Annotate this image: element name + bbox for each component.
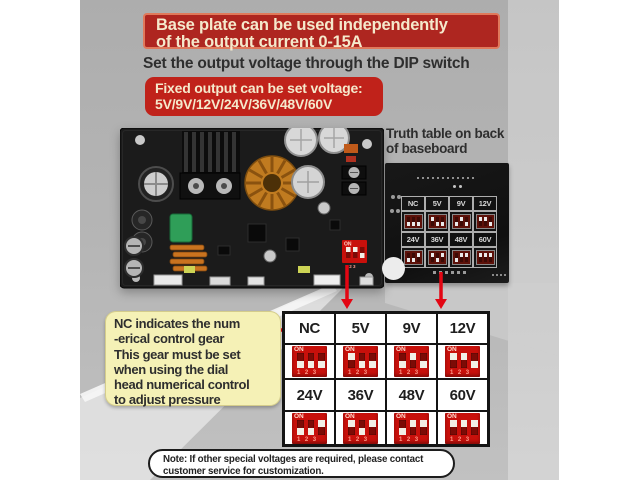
solder-pads-row: [492, 274, 506, 276]
back-dip-setting-NC: [401, 211, 425, 232]
back-dip-setting-60V: [473, 247, 497, 268]
solder-pads-row: [433, 271, 467, 274]
dip-setting-9V: [386, 344, 437, 379]
mini-dip-switch-icon: [453, 215, 470, 228]
voltage-label-60V: 60V: [437, 379, 488, 411]
pcb-front-photo: [120, 128, 384, 291]
mini-dip-switch-icon: [405, 251, 422, 264]
dip-on-label: ON: [345, 412, 355, 420]
dip-setting-5V: [335, 344, 386, 379]
mini-dip-switch-icon: [429, 251, 446, 264]
dip-switch-icon: [394, 346, 429, 377]
via-dot: [459, 185, 462, 188]
back-voltage-label-5V: 5V: [425, 196, 449, 211]
dip-switch-icon: [292, 413, 327, 444]
back-voltage-label-24V: 24V: [401, 232, 425, 247]
dip-pin-numbers: 1 2 3: [399, 370, 419, 376]
nc-note-box: [105, 311, 281, 406]
dip-setting-NC: [284, 344, 335, 379]
svg-text:1 2 3: 1 2 3: [345, 264, 356, 269]
back-dip-setting-12V: [473, 211, 497, 232]
top-banner: [143, 13, 500, 49]
fixed-output-box: [145, 77, 383, 116]
voltage-label-5V: 5V: [335, 313, 386, 344]
mini-dip-switch-icon: [405, 215, 422, 228]
via-dot: [396, 209, 400, 213]
mount-hole: [382, 257, 405, 280]
dip-pin-numbers: 1 2 3: [450, 436, 470, 443]
nc-note-line: NC indicates the num: [114, 316, 240, 331]
voltage-label-NC: NC: [284, 313, 335, 344]
dip-switch-icon: [394, 413, 429, 444]
footer-note: [148, 449, 455, 478]
dip-on-label: ON: [396, 412, 406, 420]
fixed-output-line2: 5V/9V/12V/24V/36V/48V/60V: [155, 95, 333, 112]
dip-pin-numbers: 1 2 3: [348, 370, 368, 376]
svg-text:ON: ON: [344, 241, 352, 248]
voltage-label-48V: 48V: [386, 379, 437, 411]
back-dip-setting-48V: [449, 247, 473, 268]
dip-switch-icon: [292, 346, 327, 377]
dip-pin-numbers: 1 2 3: [450, 370, 470, 376]
truth-table-caption: [386, 126, 504, 156]
dip-setting-60V: [437, 411, 488, 445]
mini-dip-switch-icon: [453, 251, 470, 264]
back-dip-setting-9V: [449, 211, 473, 232]
dip-pin-numbers: 1 2 3: [348, 436, 368, 443]
back-voltage-label-48V: 48V: [449, 232, 473, 247]
voltage-label-24V: 24V: [284, 379, 335, 411]
back-voltage-label-NC: NC: [401, 196, 425, 211]
caption-line1: Truth table on back: [386, 126, 505, 141]
subtitle-text: Set the output voltage through the DIP switch: [143, 55, 470, 72]
fixed-output-line1: Fixed output can be set voltage:: [155, 80, 363, 96]
via-dot: [453, 185, 456, 188]
via-dot: [390, 209, 394, 213]
dip-setting-48V: [386, 411, 437, 445]
mini-dip-switch-icon: [429, 215, 446, 228]
footer-note-line2: customer service for customization.: [163, 465, 324, 477]
dip-on-label: ON: [447, 346, 457, 353]
nc-note-line: to adjust pressure: [114, 392, 221, 408]
dip-switch-icon: [445, 346, 480, 377]
nc-note-line: This gear must be set: [114, 346, 241, 362]
dip-on-label: ON: [345, 346, 355, 353]
dip-pin-numbers: 1 2 3: [297, 436, 317, 443]
dip-setting-12V: [437, 344, 488, 379]
back-voltage-label-36V: 36V: [425, 232, 449, 247]
dip-on-label: ON: [294, 412, 304, 420]
dip-setting-36V: [335, 411, 386, 445]
dip-switch-icon: [343, 413, 378, 444]
nc-note-line: -erical control gear: [114, 331, 225, 347]
dip-on-label: ON: [294, 346, 304, 353]
pcb-back-photo: [385, 163, 509, 283]
voltage-dip-table: [282, 311, 490, 447]
back-voltage-label-12V: 12V: [473, 196, 497, 211]
back-voltage-label-60V: 60V: [473, 232, 497, 247]
dip-on-label: ON: [396, 346, 406, 353]
banner-line1: Base plate can be used independently: [156, 16, 448, 34]
banner-line2: of the output current 0-15A: [156, 32, 363, 51]
dip-switch-icon: [445, 413, 480, 444]
solder-pads-row: [417, 177, 475, 179]
via-dot: [391, 195, 395, 199]
dip-pin-numbers: 1 2 3: [297, 370, 317, 376]
silkscreen-truth-table: [401, 196, 497, 268]
photo-area: [80, 0, 559, 480]
dip-on-label: ON: [447, 412, 457, 420]
caption-line2: of baseboard: [386, 141, 468, 156]
mini-dip-switch-icon: [477, 215, 494, 228]
dip-pin-numbers: 1 2 3: [399, 436, 419, 443]
voltage-label-9V: 9V: [386, 313, 437, 344]
voltage-label-12V: 12V: [437, 313, 488, 344]
dip-switch-icon: [343, 346, 378, 377]
back-dip-setting-36V: [425, 247, 449, 268]
voltage-label-36V: 36V: [335, 379, 386, 411]
nc-note-line: head numerical control: [114, 377, 250, 393]
footer-note-line1: Note: If other special voltages are required, please contact: [163, 453, 424, 465]
nc-note-line: when using the dial: [114, 361, 228, 377]
back-dip-setting-5V: [425, 211, 449, 232]
dip-setting-24V: [284, 411, 335, 445]
back-voltage-label-9V: 9V: [449, 196, 473, 211]
mini-dip-switch-icon: [477, 251, 494, 264]
